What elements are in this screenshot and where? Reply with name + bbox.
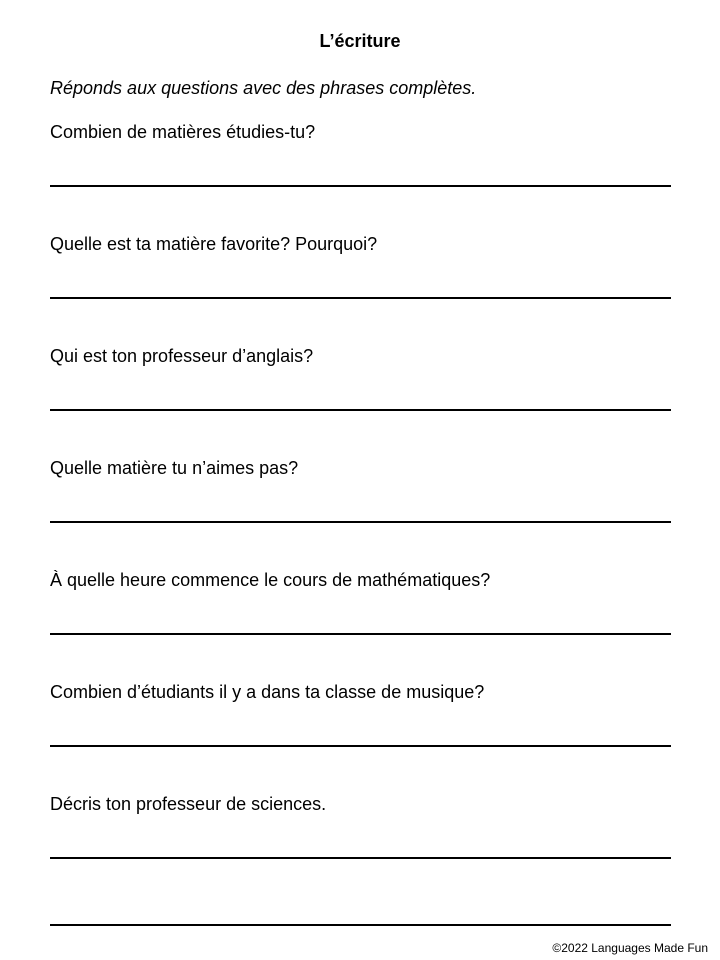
question-3: Qui est ton professeur d’anglais?: [50, 346, 314, 366]
answer-line-7b[interactable]: [50, 924, 671, 926]
answer-line-4[interactable]: [50, 521, 671, 523]
question-7: Décris ton professeur de sciences.: [50, 794, 327, 814]
answer-line-2[interactable]: [50, 297, 671, 299]
answer-line-5[interactable]: [50, 633, 671, 635]
question-4: Quelle matière tu n’aimes pas?: [50, 458, 299, 478]
answer-line-6[interactable]: [50, 745, 671, 747]
question-1: Combien de matières étudies-tu?: [50, 122, 316, 142]
instructions: Réponds aux questions avec des phrases complètes.: [50, 78, 477, 98]
question-2: Quelle est ta matière favorite? Pourquoi?: [50, 234, 378, 254]
question-6: Combien d’étudiants il y a dans ta classe de musique?: [50, 682, 485, 702]
answer-line-3[interactable]: [50, 409, 671, 411]
worksheet-title: L’écriture: [319, 31, 401, 51]
answer-line-1[interactable]: [50, 185, 671, 187]
question-5: À quelle heure commence le cours de mathématiques?: [50, 570, 491, 590]
answer-line-7a[interactable]: [50, 857, 671, 859]
copyright-footer: ©2022 Languages Made Fun: [552, 941, 708, 955]
